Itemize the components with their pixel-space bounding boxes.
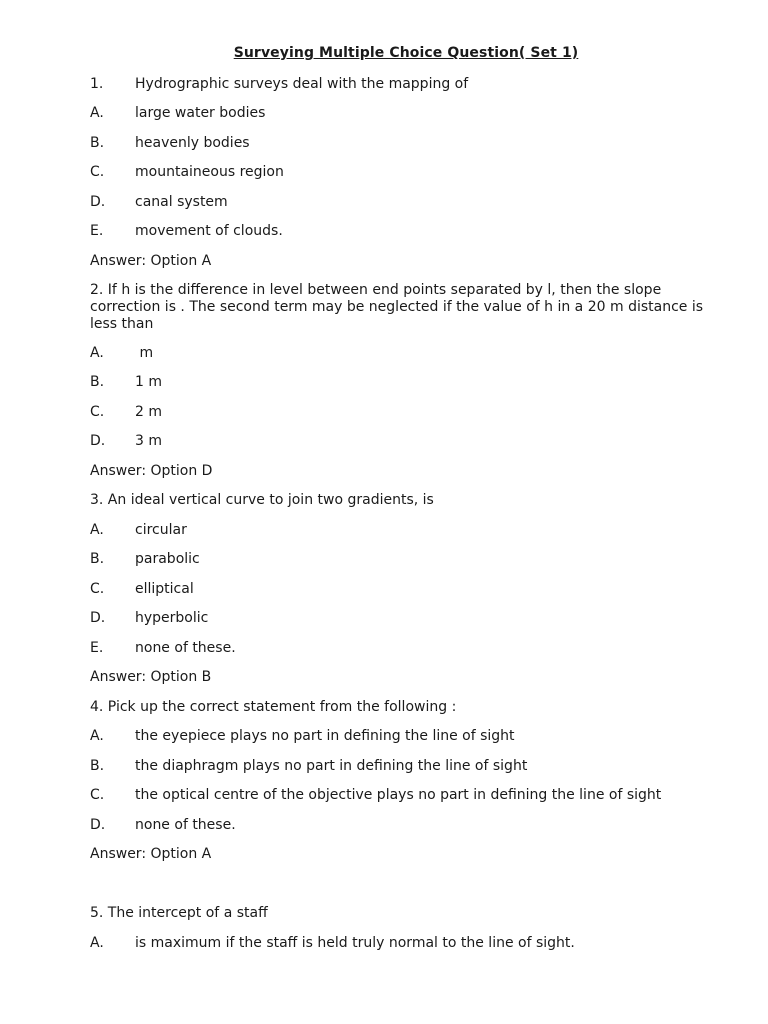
q2-option-c: [90, 404, 162, 421]
option-text: 2 m: [135, 404, 162, 420]
option-label: E.: [90, 223, 104, 239]
option-text: large water bodies: [135, 105, 266, 121]
option-label: A.: [90, 345, 104, 361]
q3-option-e: [90, 640, 236, 657]
question-1: [90, 76, 468, 93]
q3-option-c: [90, 581, 194, 598]
option-label: A.: [90, 728, 104, 744]
option-text: circular: [135, 522, 187, 538]
question-4: 4. Pick up the correct statement from the following :: [90, 699, 457, 715]
option-label: B.: [90, 758, 105, 774]
q1-option-e: [90, 223, 283, 240]
option-text: hyperbolic: [135, 610, 209, 626]
option-text: none of these.: [135, 817, 236, 833]
q2-option-a: [90, 345, 153, 362]
q4-option-c: [90, 787, 661, 804]
option-label: D.: [90, 817, 106, 833]
option-text: m: [135, 345, 154, 361]
option-label: C.: [90, 581, 105, 597]
option-label: B.: [90, 135, 105, 151]
option-text: the optical centre of the objective plays no part in defining the line of sight: [135, 787, 662, 803]
q1-option-a: [90, 105, 265, 122]
option-label: A.: [90, 935, 104, 951]
q4-option-d: [90, 817, 236, 834]
option-label: C.: [90, 787, 105, 803]
option-label: B.: [90, 374, 105, 390]
q3-option-d: [90, 610, 208, 627]
option-text: the diaphragm plays no part in defining the line of sight: [135, 758, 528, 774]
option-label: B.: [90, 551, 105, 567]
q1-option-d: [90, 194, 228, 211]
q4-answer: Answer: Option A: [90, 846, 212, 862]
q3-option-b: [90, 551, 200, 568]
document-title: Surveying Multiple Choice Question( Set 1): [233, 45, 579, 61]
option-text: mountaineous region: [135, 164, 284, 180]
option-text: elliptical: [135, 581, 194, 597]
option-label: C.: [90, 404, 105, 420]
question-3: 3. An ideal vertical curve to join two gradients, is: [90, 492, 434, 508]
q1-option-b: [90, 135, 250, 152]
option-label: D.: [90, 610, 106, 626]
option-text: heavenly bodies: [135, 135, 250, 151]
question-2: 2. If h is the difference in level between end points separated by l, then the slope correction is . The second term may be neglected if the value of h in a 20 m distance is less than: [90, 282, 704, 332]
q1-answer: Answer: Option A: [90, 253, 212, 269]
question-5: 5. The intercept of a staff: [90, 905, 268, 921]
option-label: D.: [90, 194, 106, 210]
q2-answer: Answer: Option D: [90, 463, 213, 479]
option-text: the eyepiece plays no part in defining the line of sight: [135, 728, 515, 744]
option-text: 3 m: [135, 433, 162, 449]
q1-option-c: [90, 164, 284, 181]
q2-option-d: [90, 433, 162, 450]
q3-answer: Answer: Option B: [90, 669, 212, 685]
option-label: A.: [90, 105, 104, 121]
option-text: parabolic: [135, 551, 200, 567]
option-text: none of these.: [135, 640, 236, 656]
question-number: 1.: [90, 76, 104, 92]
q5-option-a: [90, 935, 575, 952]
question-text: Hydrographic surveys deal with the mapping of: [135, 76, 469, 92]
option-text: 1 m: [135, 374, 162, 390]
option-text: canal system: [135, 194, 228, 210]
q3-option-a: [90, 522, 187, 539]
q4-option-a: [90, 728, 515, 745]
option-label: C.: [90, 164, 105, 180]
q2-option-b: [90, 374, 162, 391]
option-text: movement of clouds.: [135, 223, 283, 239]
option-text: is maximum if the staff is held truly normal to the line of sight.: [135, 935, 575, 951]
option-label: D.: [90, 433, 106, 449]
option-label: E.: [90, 640, 104, 656]
q4-option-b: [90, 758, 527, 775]
option-label: A.: [90, 522, 104, 538]
